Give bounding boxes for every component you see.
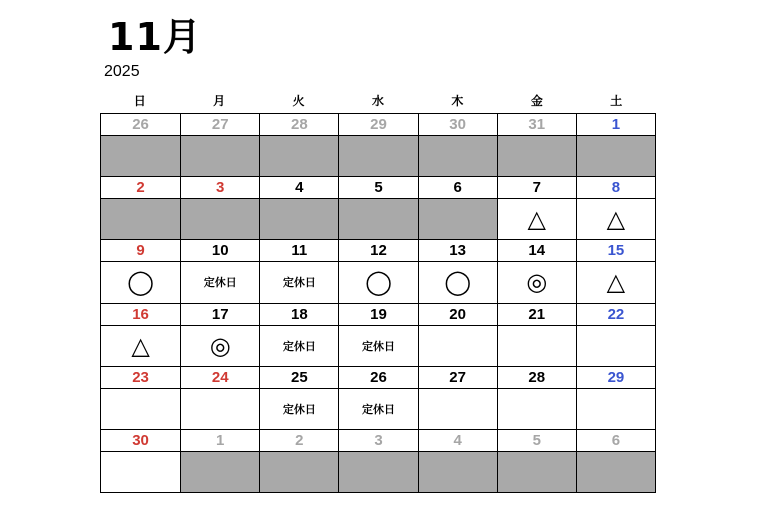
weekday-label: 火 (292, 94, 305, 108)
weekday-label: 水 (371, 94, 384, 108)
weekday-label: 月 (213, 94, 226, 108)
day-number: 15 (607, 242, 625, 260)
availability-cell (576, 262, 655, 302)
availability-cell (338, 262, 417, 302)
day-number-cell (259, 114, 338, 135)
availability-cell (259, 326, 338, 366)
day-number-cell (259, 177, 338, 198)
day-number: 20 (449, 305, 466, 323)
day-number-cell (576, 114, 655, 135)
month-title: 11月 (108, 15, 202, 59)
day-number: 26 (370, 368, 387, 386)
weekday-label: 木 (451, 94, 464, 108)
availability-mark: △ (527, 205, 546, 234)
unavailable-day-cell (338, 136, 417, 176)
day-number: 6 (611, 431, 621, 449)
availability-cell (180, 389, 259, 429)
calendar-week (101, 366, 655, 429)
closed-label: 定休日 (282, 339, 316, 353)
day-number-cell (497, 367, 576, 388)
day-number: 12 (370, 242, 387, 260)
availability-cell (259, 262, 338, 302)
day-number-cell (180, 177, 259, 198)
availability-cell (259, 389, 338, 429)
unavailable-day-cell (101, 136, 180, 176)
availability-mark: ◯ (127, 268, 154, 297)
day-number-cell (180, 367, 259, 388)
day-number-cell (418, 430, 497, 451)
day-number-cell (576, 367, 655, 388)
day-number: 28 (528, 368, 546, 386)
availability-mark: ◎ (209, 331, 231, 360)
day-number-cell (338, 240, 417, 261)
day-number: 29 (607, 368, 625, 386)
day-number-cell (497, 304, 576, 325)
unavailable-day-cell (259, 136, 338, 176)
day-number-cell (497, 177, 576, 198)
day-number: 1 (216, 431, 225, 449)
unavailable-day-cell (338, 199, 417, 239)
day-number-cell (418, 304, 497, 325)
day-number: 5 (532, 431, 541, 449)
closed-label: 定休日 (203, 276, 237, 290)
availability-cell (101, 326, 180, 366)
day-number-cell (101, 304, 180, 325)
day-number: 28 (291, 116, 308, 133)
unavailable-day-cell (259, 199, 338, 239)
availability-mark: △ (606, 205, 626, 234)
unavailable-day-cell (180, 199, 259, 239)
availability-mark: △ (131, 331, 150, 360)
calendar-week (101, 303, 655, 366)
availability-cell (576, 389, 655, 429)
availability-cell (418, 326, 497, 366)
availability-cell (101, 262, 180, 302)
closed-label: 定休日 (282, 402, 316, 416)
availability-cell (576, 326, 655, 366)
day-number-cell (418, 114, 497, 135)
closed-label: 定休日 (361, 339, 395, 353)
unavailable-day-cell (180, 452, 259, 492)
availability-cell (338, 389, 417, 429)
day-number: 2 (136, 179, 145, 197)
day-number-cell (180, 114, 259, 135)
day-number-cell (497, 114, 576, 135)
unavailable-day-cell (576, 452, 655, 492)
day-number: 16 (132, 305, 149, 323)
day-number-cell (338, 177, 417, 198)
day-number: 7 (532, 179, 541, 197)
day-number-cell (101, 367, 180, 388)
availability-cell (418, 262, 497, 302)
unavailable-day-cell (338, 452, 417, 492)
calendar-week (101, 114, 655, 176)
day-number: 29 (370, 116, 387, 133)
day-number: 22 (607, 305, 625, 323)
availability-cell (576, 199, 655, 239)
unavailable-day-cell (418, 136, 497, 176)
day-number: 19 (370, 305, 387, 323)
day-number: 31 (528, 116, 546, 133)
day-number: 8 (611, 179, 621, 197)
day-number: 10 (211, 242, 229, 260)
availability-cell (101, 389, 180, 429)
day-number-cell (259, 304, 338, 325)
day-number: 24 (211, 368, 229, 386)
day-number: 3 (374, 431, 383, 449)
weekday-label: 日 (133, 94, 146, 108)
day-number-cell (338, 430, 417, 451)
day-number: 4 (453, 431, 462, 449)
day-number: 21 (528, 305, 546, 323)
unavailable-day-cell (497, 452, 576, 492)
day-number: 27 (211, 116, 229, 133)
day-number: 23 (132, 368, 149, 386)
availability-cell (180, 262, 259, 302)
availability-cell (101, 452, 180, 492)
day-number-cell (259, 240, 338, 261)
day-number-cell (338, 114, 417, 135)
day-number: 25 (291, 368, 308, 386)
calendar-week (101, 239, 655, 302)
weekday-label: 金 (530, 94, 543, 108)
day-number: 14 (528, 242, 546, 260)
day-number-cell (259, 430, 338, 451)
day-number: 30 (132, 431, 149, 449)
day-number-cell (576, 304, 655, 325)
day-number-cell (418, 367, 497, 388)
day-number: 3 (216, 179, 225, 197)
unavailable-day-cell (180, 136, 259, 176)
day-number-cell (101, 177, 180, 198)
availability-mark: ◎ (526, 268, 548, 297)
unavailable-day-cell (418, 452, 497, 492)
availability-cell (338, 326, 417, 366)
day-number: 9 (136, 242, 145, 260)
unavailable-day-cell (259, 452, 338, 492)
availability-cell (497, 389, 576, 429)
day-number: 2 (295, 431, 304, 449)
day-number-cell (418, 177, 497, 198)
day-number: 5 (374, 179, 383, 197)
day-number-cell (418, 240, 497, 261)
calendar-week (101, 429, 655, 492)
day-number: 11 (291, 242, 308, 260)
day-number-cell (338, 367, 417, 388)
availability-mark: ◯ (444, 268, 472, 297)
day-number-cell (101, 114, 180, 135)
year-label: 2025 (104, 63, 140, 80)
day-number-cell (101, 240, 180, 261)
day-number-cell (259, 367, 338, 388)
day-number-cell (497, 240, 576, 261)
day-number: 13 (449, 242, 466, 260)
availability-cell (418, 389, 497, 429)
day-number-cell (338, 304, 417, 325)
closed-label: 定休日 (361, 402, 395, 416)
weekday-header (100, 92, 656, 110)
weekday-label: 土 (610, 94, 623, 108)
day-number-cell (576, 240, 655, 261)
availability-cell (180, 326, 259, 366)
unavailable-day-cell (101, 199, 180, 239)
day-number: 4 (295, 179, 304, 197)
unavailable-day-cell (497, 136, 576, 176)
day-number-cell (497, 430, 576, 451)
availability-mark: ◯ (365, 268, 392, 297)
calendar-week (101, 176, 655, 239)
day-number-cell (576, 430, 655, 451)
availability-cell (497, 262, 576, 302)
day-number: 18 (291, 305, 308, 323)
availability-cell (497, 199, 576, 239)
day-number: 30 (449, 116, 466, 133)
day-number-cell (101, 430, 180, 451)
day-number: 6 (453, 179, 462, 197)
closed-label: 定休日 (282, 276, 316, 290)
day-number: 17 (211, 305, 229, 323)
unavailable-day-cell (576, 136, 655, 176)
day-number: 26 (132, 116, 149, 133)
calendar-grid (100, 113, 656, 493)
day-number-cell (180, 430, 259, 451)
availability-mark: △ (606, 268, 626, 297)
day-number-cell (180, 304, 259, 325)
unavailable-day-cell (418, 199, 497, 239)
availability-cell (497, 326, 576, 366)
day-number: 1 (611, 116, 621, 133)
day-number-cell (576, 177, 655, 198)
day-number: 27 (449, 368, 466, 386)
day-number-cell (180, 240, 259, 261)
